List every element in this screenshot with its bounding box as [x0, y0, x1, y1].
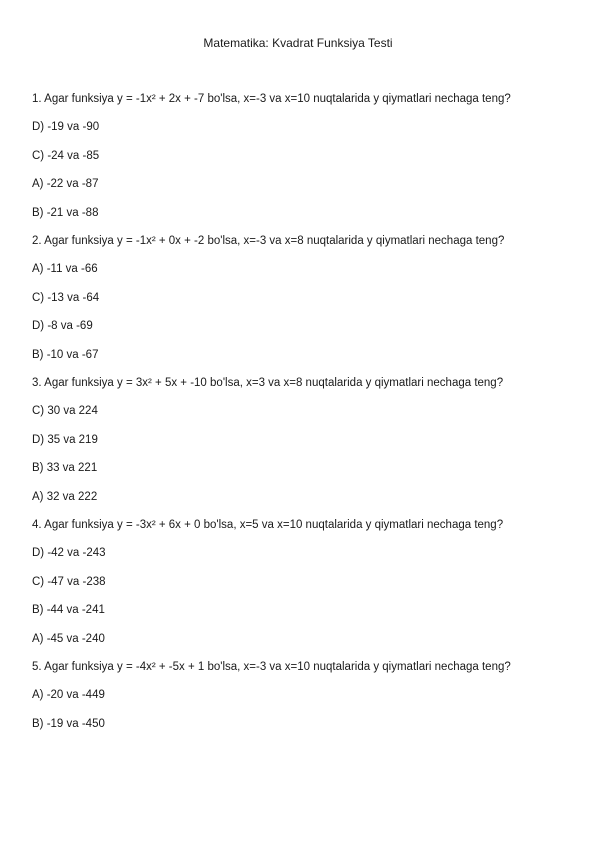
question-text: 3. Agar funksiya y = 3x² + 5x + -10 bo'lsa, x=3 va x=8 nuqtalarida y qiymatlari nechaga teng? — [32, 377, 504, 389]
answer-option: D) -42 va -243 — [32, 547, 106, 559]
question-text: 1. Agar funksiya y = -1x² + 2x + -7 bo'lsa, x=-3 va x=10 nuqtalarida y qiymatlari nechaga teng? — [32, 93, 511, 105]
answer-option: C) -47 va -238 — [32, 575, 106, 588]
answer-option: A) -22 va -87 — [32, 178, 99, 190]
answer-option: C) 30 va 224 — [32, 405, 98, 417]
question-2 — [32, 234, 572, 362]
answer-option: D) -8 va -69 — [32, 320, 93, 332]
question-4 — [32, 518, 572, 646]
answer-option: A) -11 va -66 — [32, 263, 98, 275]
question-text: 5. Agar funksiya y = -4x² + -5x + 1 bo'lsa, x=-3 va x=10 nuqtalarida y qiymatlari nechaga teng? — [32, 661, 511, 673]
question-5 — [32, 660, 572, 731]
answer-option: D) 35 va 219 — [32, 433, 98, 446]
question-text: 4. Agar funksiya y = -3x² + 6x + 0 bo'lsa, x=5 va x=10 nuqtalarida y qiymatlari nechaga teng? — [32, 519, 504, 531]
page-title: Matematika: Kvadrat Funksiya Testi — [203, 36, 393, 50]
answer-option: A) 32 va 222 — [32, 490, 98, 503]
question-3 — [32, 376, 572, 504]
answer-option: D) -19 va -90 — [32, 121, 100, 133]
answer-option: A) -45 va -240 — [32, 632, 105, 645]
answer-option: C) -13 va -64 — [32, 291, 100, 304]
answer-option: B) -21 va -88 — [32, 206, 99, 219]
answer-option: A) -20 va -449 — [32, 689, 105, 701]
answer-option: C) -24 va -85 — [32, 149, 100, 162]
answer-option: B) 33 va 221 — [32, 462, 98, 474]
question-1 — [32, 92, 572, 220]
question-text: 2. Agar funksiya y = -1x² + 0x + -2 bo'lsa, x=-3 va x=8 nuqtalarida y qiymatlari nechaga teng? — [32, 235, 505, 247]
answer-option: B) -10 va -67 — [32, 348, 99, 361]
answer-option: B) -44 va -241 — [32, 604, 105, 616]
answer-option: B) -19 va -450 — [32, 717, 105, 730]
question-list — [32, 92, 572, 745]
